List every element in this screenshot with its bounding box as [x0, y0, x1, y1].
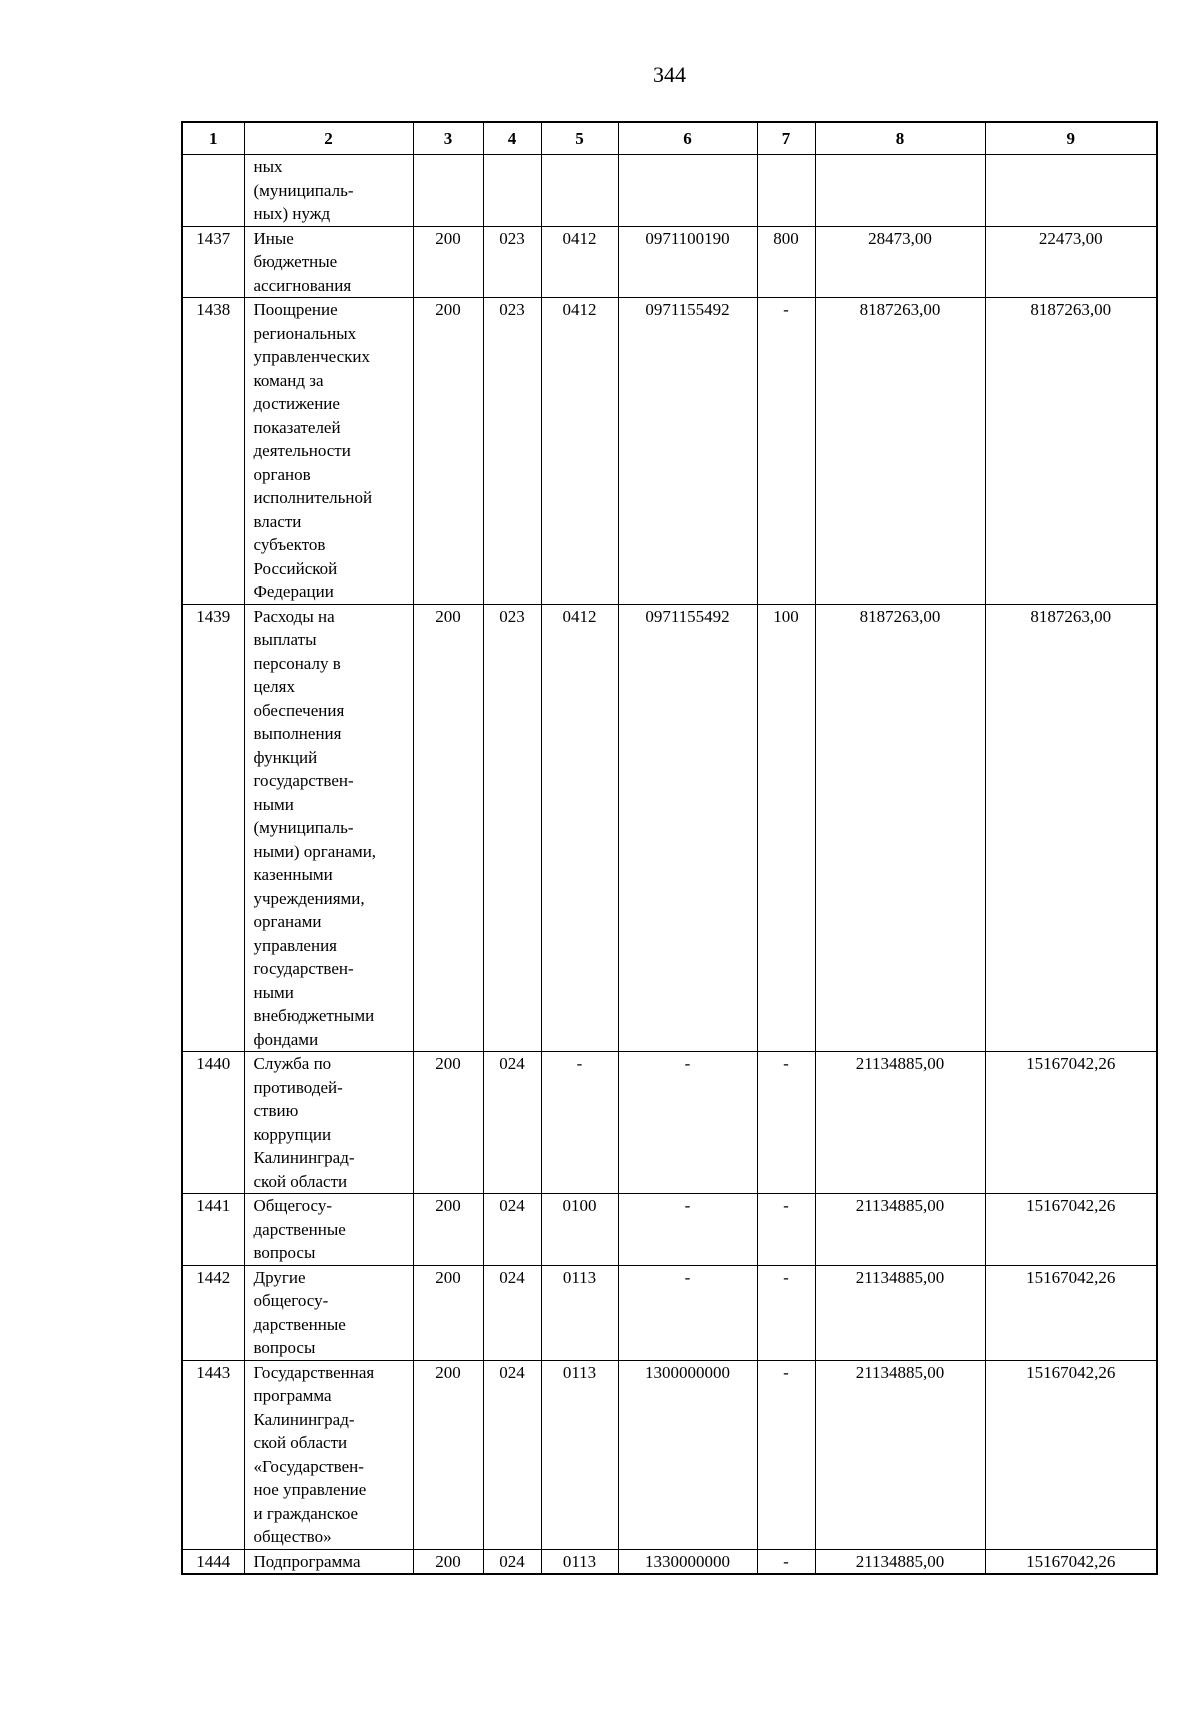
- col7-value: -: [757, 1052, 815, 1194]
- col9-amount: 15167042,26: [985, 1360, 1157, 1549]
- col-header: 3: [413, 122, 483, 155]
- col6-value: 1300000000: [618, 1360, 757, 1549]
- col6-value: 0971155492: [618, 298, 757, 605]
- table-row: [182, 298, 1157, 605]
- col7-value: [757, 155, 815, 227]
- row-name: Служба по противодей- ствию коррупции Калининград- ской области: [244, 1052, 413, 1194]
- col7-value: -: [757, 1265, 815, 1360]
- col3-value: 200: [413, 1194, 483, 1266]
- row-name: Расходы на выплаты персоналу в целях обеспечения выполнения функций государствен- ными (муниципаль- ными) органами, казенными учреждениями, органами управления государствен- ными внебюджетными фондами: [244, 604, 413, 1052]
- row-number: 1443: [182, 1360, 244, 1549]
- col5-value: 0113: [541, 1549, 618, 1574]
- col-header: 5: [541, 122, 618, 155]
- col8-amount: [815, 155, 985, 227]
- col5-value: 0100: [541, 1194, 618, 1266]
- row-name: Подпрограмма: [244, 1549, 413, 1574]
- col6-value: -: [618, 1194, 757, 1266]
- table-row: [182, 155, 1157, 227]
- col8-amount: 28473,00: [815, 226, 985, 298]
- col4-value: [483, 155, 541, 227]
- col-header: 2: [244, 122, 413, 155]
- page-number: 344: [653, 62, 686, 87]
- row-number: 1440: [182, 1052, 244, 1194]
- col5-value: -: [541, 1052, 618, 1194]
- col5-value: 0113: [541, 1265, 618, 1360]
- table-row: [182, 1052, 1157, 1194]
- col7-value: -: [757, 1194, 815, 1266]
- col4-value: 024: [483, 1549, 541, 1574]
- col6-value: -: [618, 1052, 757, 1194]
- col3-value: 200: [413, 1360, 483, 1549]
- col6-value: -: [618, 1265, 757, 1360]
- col7-value: 100: [757, 604, 815, 1052]
- col6-value: [618, 155, 757, 227]
- row-name: Поощрение региональных управленческих команд за достижение показателей деятельности органов исполнительной власти субъектов Российской Федерации: [244, 298, 413, 605]
- col9-amount: [985, 155, 1157, 227]
- col8-amount: 21134885,00: [815, 1052, 985, 1194]
- row-number: 1444: [182, 1549, 244, 1574]
- col9-amount: 15167042,26: [985, 1549, 1157, 1574]
- col5-value: 0412: [541, 604, 618, 1052]
- col-header: 4: [483, 122, 541, 155]
- col3-value: 200: [413, 604, 483, 1052]
- col7-value: -: [757, 1360, 815, 1549]
- col9-amount: 15167042,26: [985, 1194, 1157, 1266]
- col4-value: 023: [483, 298, 541, 605]
- col8-amount: 21134885,00: [815, 1360, 985, 1549]
- col6-value: 0971155492: [618, 604, 757, 1052]
- col8-amount: 8187263,00: [815, 604, 985, 1052]
- col3-value: 200: [413, 226, 483, 298]
- table-row: [182, 1549, 1157, 1574]
- col7-value: -: [757, 1549, 815, 1574]
- row-number: [182, 155, 244, 227]
- col9-amount: 8187263,00: [985, 604, 1157, 1052]
- col3-value: 200: [413, 1549, 483, 1574]
- col4-value: 024: [483, 1360, 541, 1549]
- col5-value: [541, 155, 618, 227]
- row-name: ных (муниципаль- ных) нужд: [244, 155, 413, 227]
- col9-amount: 22473,00: [985, 226, 1157, 298]
- col4-value: 024: [483, 1265, 541, 1360]
- col9-amount: 15167042,26: [985, 1052, 1157, 1194]
- col3-value: 200: [413, 1265, 483, 1360]
- col4-value: 024: [483, 1194, 541, 1266]
- col8-amount: 21134885,00: [815, 1265, 985, 1360]
- col-header: 9: [985, 122, 1157, 155]
- row-name: Общегосу- дарственные вопросы: [244, 1194, 413, 1266]
- table-row: [182, 1360, 1157, 1549]
- row-name: Иные бюджетные ассигнования: [244, 226, 413, 298]
- col3-value: 200: [413, 298, 483, 605]
- col9-amount: 15167042,26: [985, 1265, 1157, 1360]
- col5-value: 0412: [541, 298, 618, 605]
- col-header: 6: [618, 122, 757, 155]
- table-row: [182, 1265, 1157, 1360]
- col8-amount: 21134885,00: [815, 1194, 985, 1266]
- col6-value: 1330000000: [618, 1549, 757, 1574]
- row-number: 1438: [182, 298, 244, 605]
- col5-value: 0412: [541, 226, 618, 298]
- row-number: 1437: [182, 226, 244, 298]
- col3-value: 200: [413, 1052, 483, 1194]
- row-name: Государственная программа Калининград- ской области «Государствен- ное управление и гражданское общество»: [244, 1360, 413, 1549]
- col3-value: [413, 155, 483, 227]
- col4-value: 024: [483, 1052, 541, 1194]
- col6-value: 0971100190: [618, 226, 757, 298]
- col7-value: -: [757, 298, 815, 605]
- col8-amount: 8187263,00: [815, 298, 985, 605]
- budget-table: [181, 121, 1158, 1575]
- row-number: 1442: [182, 1265, 244, 1360]
- table-row: [182, 226, 1157, 298]
- col4-value: 023: [483, 604, 541, 1052]
- header-row: [182, 122, 1157, 155]
- col-header: 1: [182, 122, 244, 155]
- col-header: 7: [757, 122, 815, 155]
- row-number: 1441: [182, 1194, 244, 1266]
- row-name: Другие общегосу- дарственные вопросы: [244, 1265, 413, 1360]
- col9-amount: 8187263,00: [985, 298, 1157, 605]
- col-header: 8: [815, 122, 985, 155]
- col7-value: 800: [757, 226, 815, 298]
- col8-amount: 21134885,00: [815, 1549, 985, 1574]
- table-row: [182, 604, 1157, 1052]
- col4-value: 023: [483, 226, 541, 298]
- col5-value: 0113: [541, 1360, 618, 1549]
- table-row: [182, 1194, 1157, 1266]
- row-number: 1439: [182, 604, 244, 1052]
